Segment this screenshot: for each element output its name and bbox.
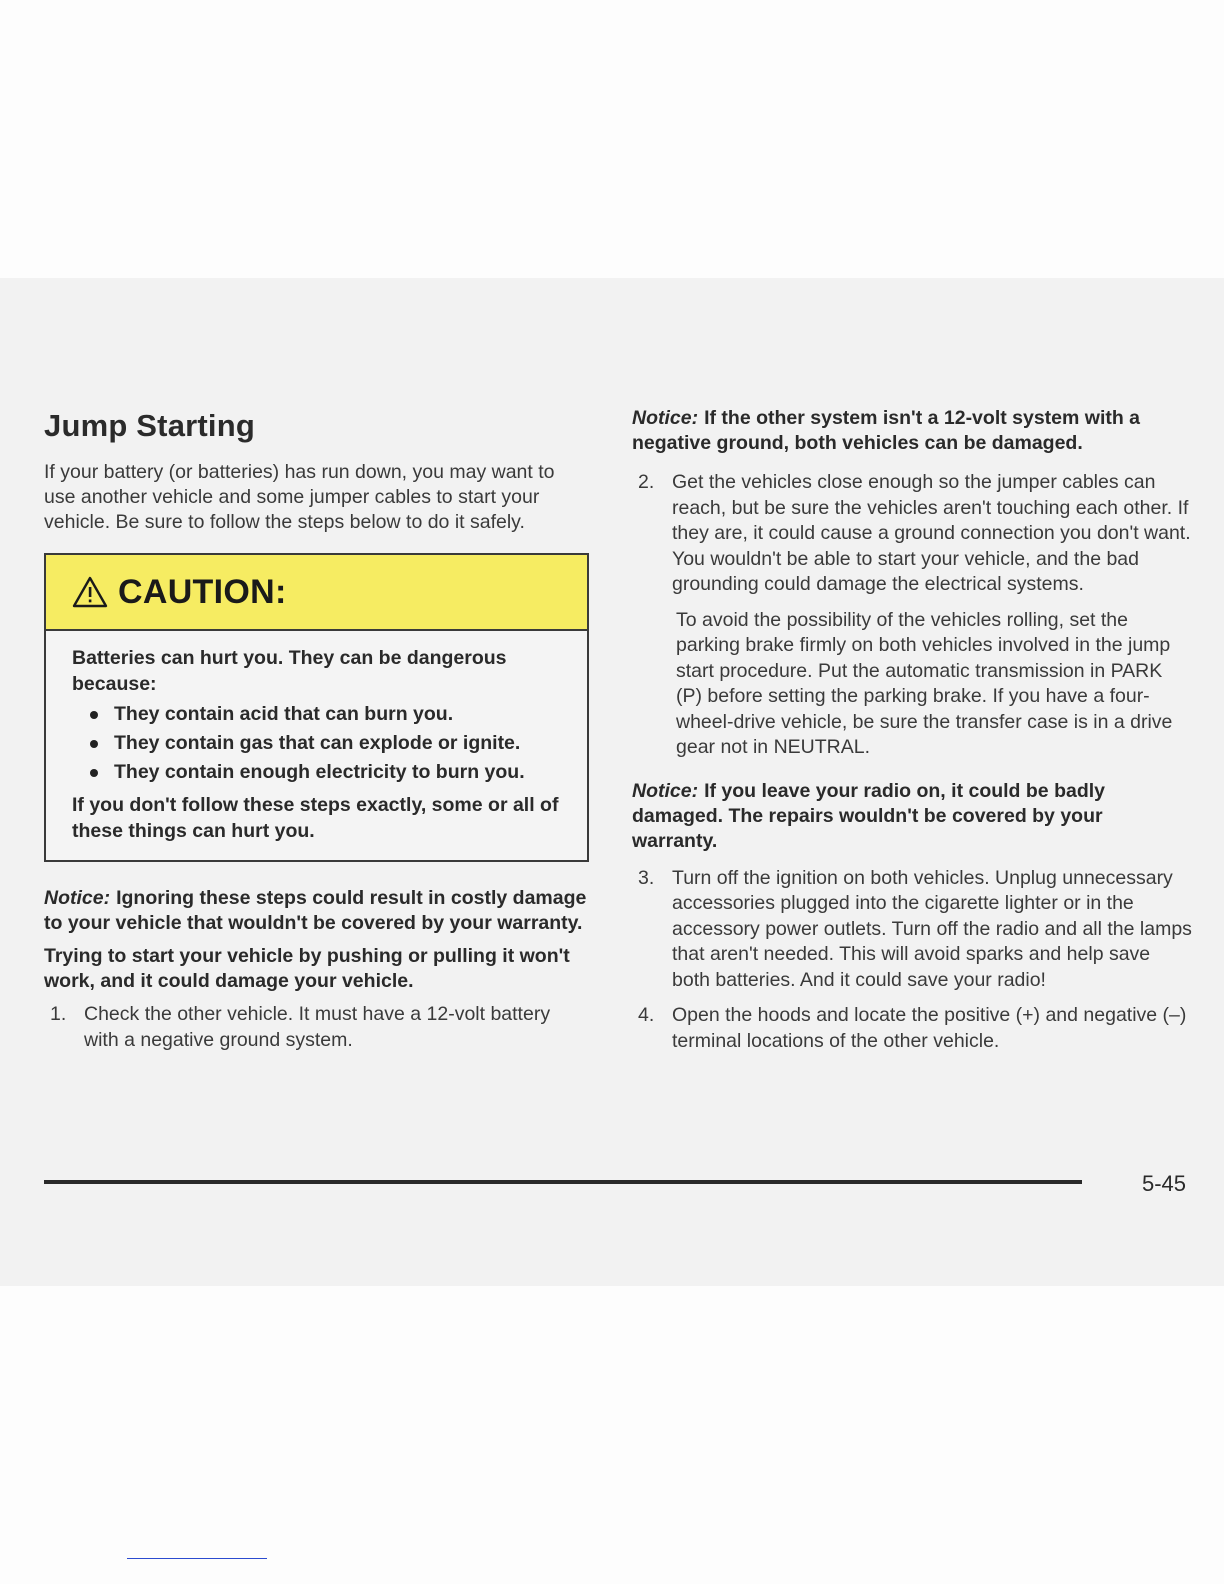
notice-label: Notice: bbox=[44, 887, 111, 909]
page-title: Jump Starting bbox=[44, 408, 256, 443]
steps-list-left bbox=[44, 1002, 589, 1053]
bullet-dot-icon bbox=[90, 740, 98, 748]
step-item: 3. Turn off the ignition on both vehicles. Unplug unnecessary accessories plugged into the cigarette lighter or in the accessory power outlets. Turn off the radio and all the lamps that aren't needed. This will avoid sparks and help save both batteries. And it could save your radio! bbox=[638, 866, 1192, 991]
notice-costly: Notice: Ignoring these steps could result in costly damage to your vehicle that wouldn't be covered by your warranty. bbox=[44, 887, 587, 934]
caution-bullets bbox=[72, 701, 567, 786]
bottom-link-underline[interactable] bbox=[127, 1558, 267, 1559]
bullet-dot-icon bbox=[90, 769, 98, 777]
notice-label: Notice: bbox=[632, 407, 699, 429]
notice-system: Notice: If the other system isn't a 12-volt system with a negative ground, both vehicles can be damaged. bbox=[632, 407, 1141, 454]
left-column bbox=[44, 408, 589, 1053]
step-item: 4. Open the hoods and locate the positive (+) and negative (–) terminal locations of the other vehicle. bbox=[638, 1004, 1187, 1052]
step2-extra-paragraph: To avoid the possibility of the vehicles rolling, set the parking brake firmly on both vehicles involved in the jump start procedure. Put the automatic transmission in PARK (P) before setting the parking brake. If you have a four-wheel-drive vehicle, be sure the transfer case is in a drive gear not in NEUTRAL. bbox=[676, 608, 1173, 758]
warning-triangle-icon bbox=[72, 575, 108, 609]
intro-paragraph: If your battery (or batteries) has run down, you may want to use another vehicle and some jumper cables to start your vehicle. Be sure to follow the steps below to do it safely. bbox=[44, 461, 555, 533]
caution-body bbox=[46, 631, 587, 860]
caution-box bbox=[44, 553, 589, 862]
notice-radio: Notice: If you leave your radio on, it could be badly damaged. The repairs wouldn't be covered by your warranty. bbox=[632, 779, 1105, 852]
caution-header bbox=[46, 555, 587, 631]
footer-rule bbox=[44, 1180, 1082, 1184]
step-item: 2. Get the vehicles close enough so the jumper cables can reach, but be sure the vehicles aren't touching each other. If they are, it could cause a ground connection you don't want. You wouldn't be able to start your vehicle, and the bad grounding could damage the electrical systems. bbox=[638, 471, 1191, 595]
bullet-dot-icon bbox=[90, 711, 98, 719]
caution-closing: If you don't follow these steps exactly, some or all of these things can hurt you. bbox=[72, 794, 559, 842]
step-item: 1. Check the other vehicle. It must have a 12-volt battery with a negative ground system. bbox=[50, 1003, 551, 1051]
caution-bullet: They contain gas that can explode or ignite. bbox=[88, 730, 567, 757]
steps-list-right-b bbox=[632, 866, 1192, 1055]
caution-lead: Batteries can hurt you. They can be dangerous because: bbox=[72, 647, 507, 695]
trying-warning: Trying to start your vehicle by pushing or pulling it won't work, and it could damage your vehicle. bbox=[44, 945, 570, 992]
caution-heading: CAUTION: bbox=[118, 572, 287, 611]
right-column bbox=[632, 406, 1192, 1054]
steps-list-right-a bbox=[632, 470, 1192, 598]
caution-bullet: They contain acid that can burn you. bbox=[88, 701, 567, 728]
caution-bullet: They contain enough electricity to burn you. bbox=[88, 759, 567, 786]
page-number: 5-45 bbox=[1141, 1171, 1186, 1196]
notice-label: Notice: bbox=[632, 779, 699, 802]
